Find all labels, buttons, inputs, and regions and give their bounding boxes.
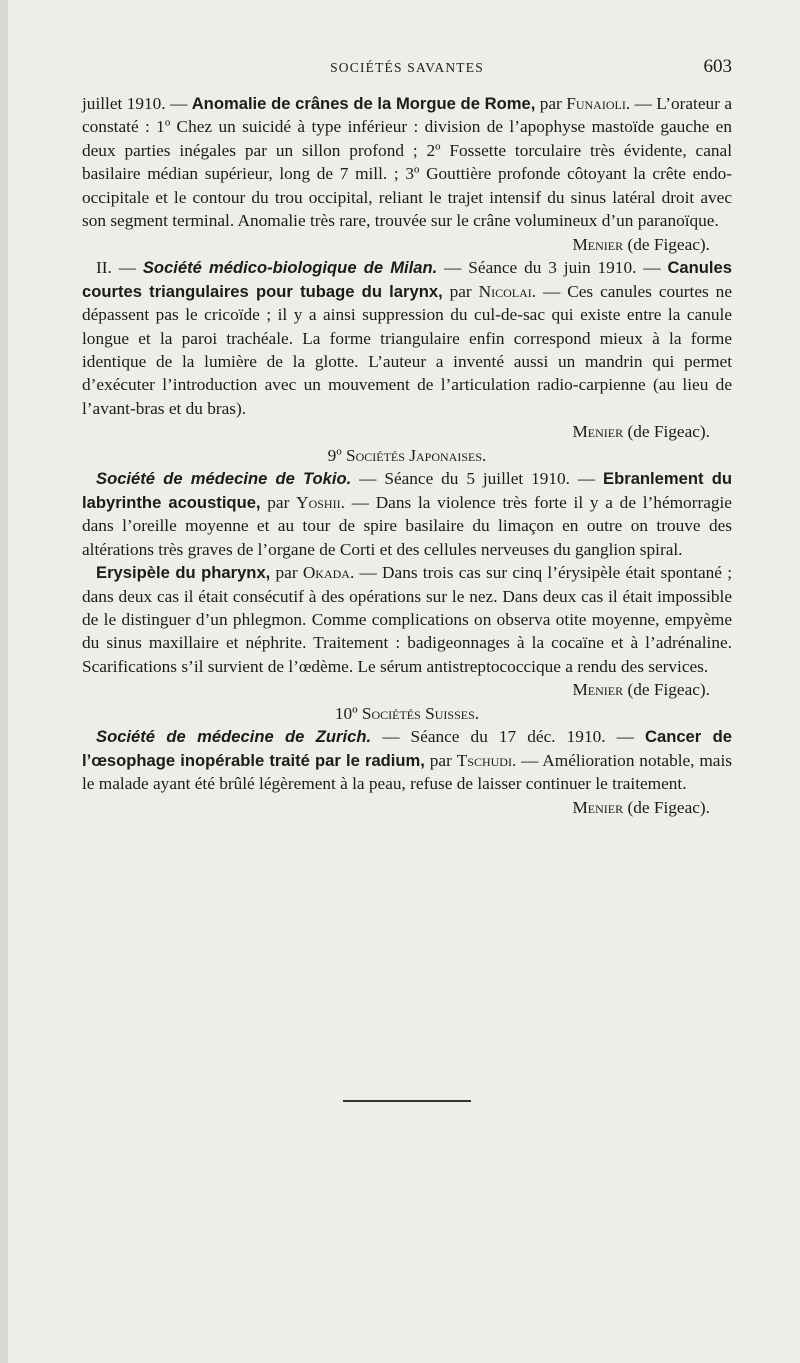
paragraph-milan xyxy=(82,256,732,420)
paragraph-erysipele xyxy=(82,561,732,678)
author-name: Funaioli xyxy=(566,94,626,113)
article-title: Anomalie de crânes de la Morgue de Rome, xyxy=(191,94,536,113)
section-number: 10º xyxy=(334,703,362,723)
author-name: Okada xyxy=(302,563,350,583)
signature xyxy=(82,420,732,443)
text-run: . — Amélioration notable, mais le malade ayant été brûlé légèrement à la peau, refuse de laisser continuer le traitement. xyxy=(82,750,732,794)
page-header xyxy=(82,56,732,88)
text-run: . — L’orateur a constaté : 1º Chez un suicidé à type inférieur : division de l’apophyse mastoïde gauche en deux parties inégales par un sillon profond ; 2º Fossette torculaire très évidente, canal basilaire médian supérieur, long de 7 mill. ; 3º Gouttière profonde côtoyant la crête endo-occipitale et le contour du trou occipital, reliant le trajet intensif du sinus latéral droit avec son segment terminal. Anomalie très rare, trouvée sur le crâne volumineux d’un paranoïque. xyxy=(82,94,732,231)
signature xyxy=(82,678,732,701)
article-title: Cancer de l’œsophage inopérable traité par le radium, xyxy=(82,727,732,770)
text-run: — Séance du 17 déc. 1910. — xyxy=(371,727,645,747)
text-run: II. — xyxy=(96,258,143,278)
author-name: Yoshii xyxy=(296,492,341,512)
signature-name: Menier xyxy=(572,422,624,442)
text-run: . — Dans trois cas sur cinq l’érysipèle était spontané ; dans deux cas il était consécutif à des opérations sur le nez. Dans deux cas il était impossible de le distinguer d’un phlegmon. Comme complications on observa otite moyenne, empyème du sinus maxillaire et néphrite. Traitement : badigeonnages à la cocaïne et à l’adrénaline. Scarifications s’il survient de l’œdème. Le sérum antistreptococcique a rendu des services. xyxy=(82,563,733,676)
signature xyxy=(82,233,732,256)
signature-place: (de Figeac). xyxy=(623,422,710,442)
section-heading-switzerland xyxy=(82,702,732,725)
article-title: Canules courtes triangulaires pour tubage du larynx, xyxy=(82,258,732,301)
signature-place: (de Figeac). xyxy=(623,797,710,817)
society-name: Société de médecine de Zurich. xyxy=(96,727,372,747)
text-run: par xyxy=(260,492,297,512)
text-run: par xyxy=(442,281,479,301)
text-run: par xyxy=(424,750,457,770)
text-run: par xyxy=(270,563,303,583)
section-number: 9º xyxy=(327,445,346,465)
author-name: Tschudi xyxy=(456,750,512,770)
body-text xyxy=(82,92,732,819)
society-name: Société de médecine de Tokio. xyxy=(96,469,352,489)
text-run: par xyxy=(535,94,567,113)
signature-place: (de Figeac). xyxy=(623,234,710,254)
page-number: 603 xyxy=(703,56,732,77)
text-run: juillet 1910. — xyxy=(82,94,192,113)
section-heading-japan xyxy=(82,444,732,467)
section-label: Sociétés Japonaises. xyxy=(346,445,487,465)
society-name: Société médico-biologique de Milan. xyxy=(142,258,438,278)
text-run: — Séance du 5 juillet 1910. — xyxy=(351,469,604,489)
author-name: Nicolai xyxy=(478,281,532,301)
signature xyxy=(82,796,732,819)
signature-name: Menier xyxy=(572,797,624,817)
signature-place: (de Figeac). xyxy=(623,680,710,700)
text-run: . — Dans la violence très forte il y a de l’hémorragie dans l’oreille moyenne et au tour de spire basilaire du limaçon en outre on trouve des altérations très graves de l’organe de Corti et des cellules nerveuses du ganglion spiral. xyxy=(82,492,732,559)
article-title: Ebranlement du labyrinthe acoustique, xyxy=(82,469,732,512)
article-title: Erysipèle du pharynx, xyxy=(96,563,271,583)
scan-edge xyxy=(0,0,8,1363)
paragraph-tokio xyxy=(82,467,732,561)
paragraph-morgue-rome xyxy=(82,92,732,233)
end-rule xyxy=(343,1100,471,1102)
signature-name: Menier xyxy=(572,234,624,254)
text-run: . — Ces canules courtes ne dépassent pas le cricoïde ; il y a ainsi suppression du cul-de-sac qui existe entre la canule longue et la paroi trachéale. La forme triangulaire enfin correspond mieux à la forme identique de la lumière de la glotte. L’auteur a inventé aussi un mandrin qui permet d’exécuter l’introduction avec un mouvement de l’articulation radio-carpienne (au lieu de l’avant-bras et du bras). xyxy=(82,281,732,418)
paragraph-zurich xyxy=(82,725,732,795)
signature-name: Menier xyxy=(572,680,624,700)
text-run: — Séance du 3 juin 1910. — xyxy=(437,258,668,278)
running-head: SOCIÉTÉS SAVANTES xyxy=(330,60,484,75)
section-label: Sociétés Suisses. xyxy=(361,703,480,723)
